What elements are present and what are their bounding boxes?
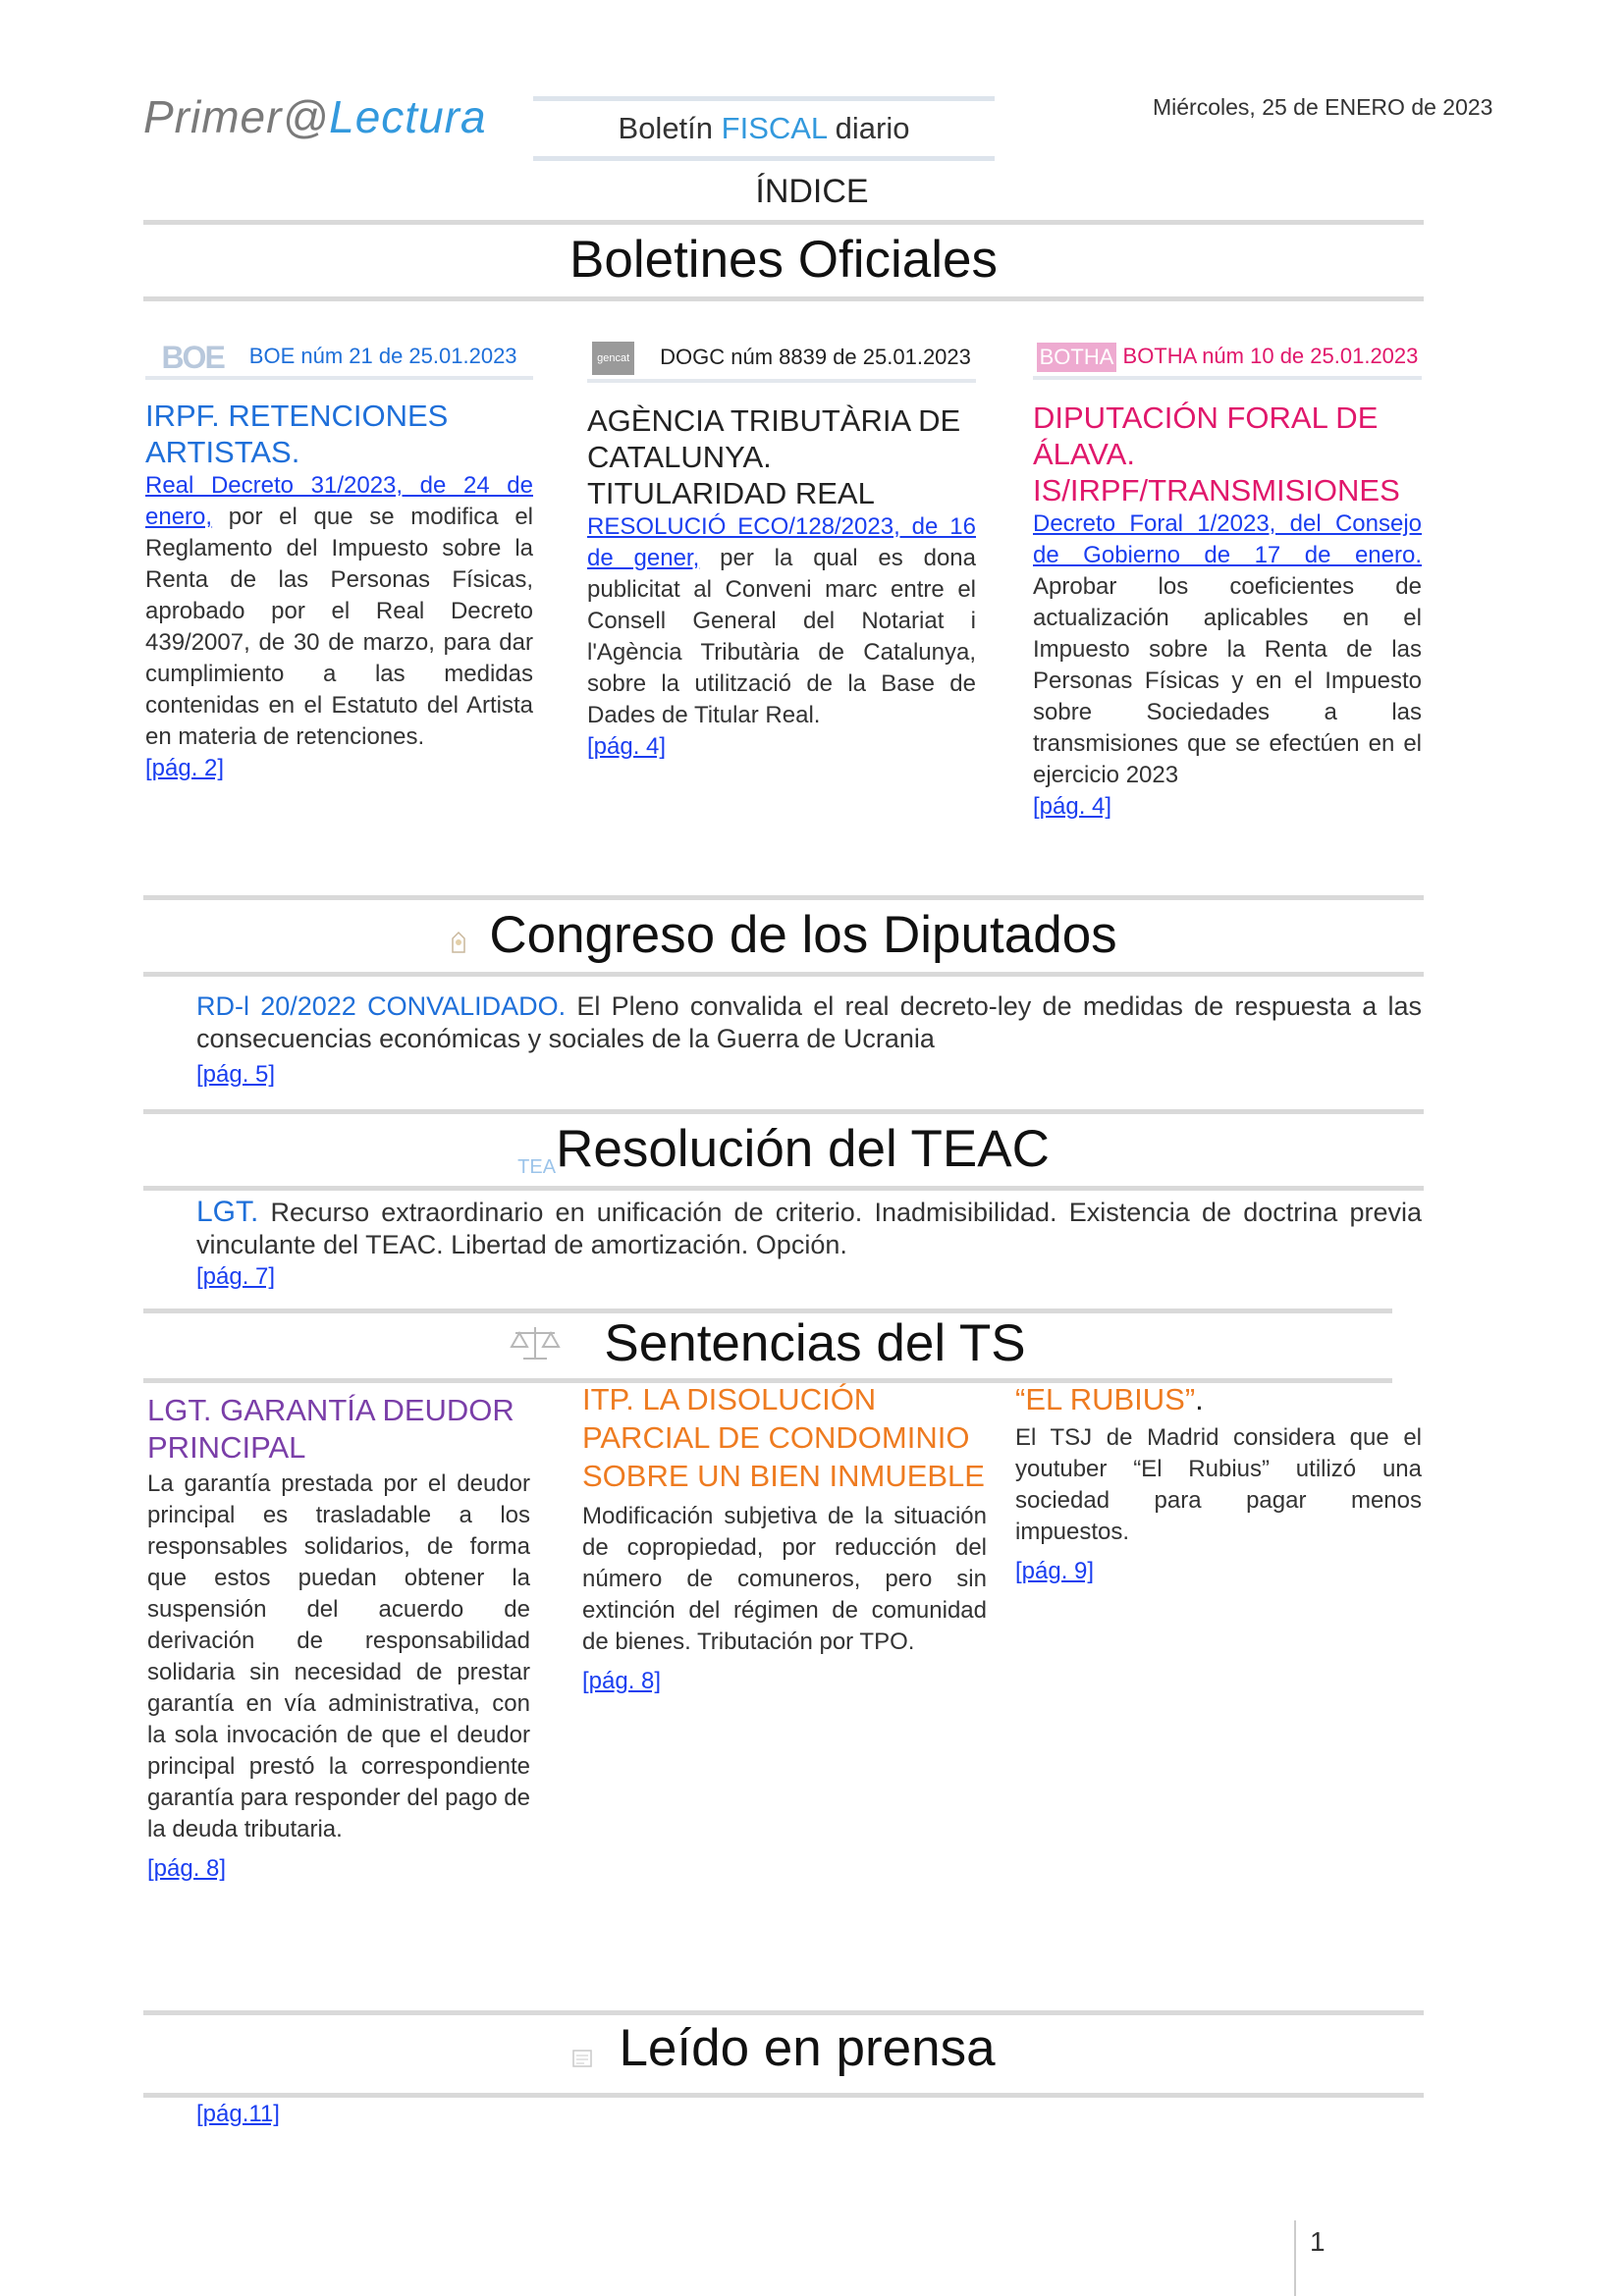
botha-header-label: BOTHA núm 10 de 25.01.2023 <box>1122 344 1419 368</box>
divider <box>143 1186 1424 1191</box>
bulletin-title <box>533 96 995 161</box>
boe-logo-icon: BOE <box>161 340 224 376</box>
ts-col3-title-dot: . <box>1195 1382 1204 1416</box>
ts-col2-text: Modificación subjetiva de la situación de copropiedad, por reducción del número de comuneros, pero sin extinción del régimen de comunidad de bienes. Tributación por TPO. <box>582 1503 987 1655</box>
boe-column <box>145 342 533 782</box>
divider <box>145 376 533 380</box>
section-title-boletines: Boletines Oficiales <box>569 231 998 289</box>
ts-column-3 <box>1015 1380 1422 1585</box>
prensa-title-text: Leído en prensa <box>619 2019 996 2077</box>
divider <box>143 895 1424 900</box>
ts-col1-page-link[interactable]: [pág. 8] <box>147 1855 227 1882</box>
page-number-divider <box>1294 2220 1296 2296</box>
divider <box>143 220 1424 225</box>
boe-page-link[interactable]: [pág. 2] <box>145 755 225 782</box>
logo-lectura: Lectura <box>329 91 487 142</box>
bulletin-post: diario <box>827 111 910 145</box>
botha-logo-icon: BOTHA <box>1037 343 1117 372</box>
congreso-page-link[interactable]: [pág. 5] <box>196 1061 276 1088</box>
issue-date: Miércoles, 25 de ENERO de 2023 <box>1153 94 1493 120</box>
boe-header <box>145 340 533 376</box>
ts-col2-page-link[interactable]: [pág. 8] <box>582 1668 662 1694</box>
page-number: 1 <box>1310 2226 1326 2257</box>
bulletin-pre: Boletín <box>618 111 722 145</box>
botha-page-link[interactable]: [pág. 4] <box>1033 793 1112 821</box>
boe-title: IRPF. RETENCIONES ARTISTAS. <box>145 399 449 470</box>
index-title: ÍNDICE <box>755 173 869 210</box>
teac-page-link[interactable]: [pág. 7] <box>196 1263 276 1290</box>
congreso-entry <box>196 990 1422 1055</box>
botha-title: DIPUTACIÓN FORAL DE ÁLAVA. IS/IRPF/TRANSMISIONES <box>1033 400 1400 508</box>
boe-text: por el que se modifica el Reglamento del Impuesto sobre la Renta de las Personas Físicas, aprobado por el Real Decreto 439/2007, de 30 de marzo, para dar cumplimiento a las medidas contenidas en el Estatuto del Artista en materia de retenciones. <box>145 504 533 751</box>
dogc-page-link[interactable]: [pág. 4] <box>587 733 667 760</box>
congreso-lead: RD-l 20/2022 CONVALIDADO. <box>196 991 567 1021</box>
divider <box>587 379 976 383</box>
ts-col3-title-text: “EL RUBIUS” <box>1015 1382 1196 1416</box>
newspaper-icon <box>571 2022 593 2082</box>
dogc-header <box>587 342 976 375</box>
divider <box>1033 376 1422 380</box>
section-title-congreso <box>143 905 1424 969</box>
divider <box>143 2010 1424 2015</box>
botha-body <box>1033 508 1422 791</box>
ts-col2-title: ITP. LA DISOLUCIÓN PARCIAL DE CONDOMINIO SOBRE UN BIEN INMUEBLE <box>582 1382 985 1493</box>
botha-column <box>1033 342 1422 821</box>
congress-emblem-icon <box>450 909 467 969</box>
divider <box>143 972 1424 977</box>
teac-title-text: Resolución del TEAC <box>556 1120 1050 1178</box>
ts-col3-page-link[interactable]: [pág. 9] <box>1015 1558 1095 1584</box>
teac-logo-icon: TEA <box>517 1156 557 1178</box>
botha-header <box>1033 342 1422 372</box>
ts-col1-text: La garantía prestada por el deudor principal es trasladable a los responsables solidarios, de forma que estos puedan obtener la suspensión del acuerdo de derivación de responsabilidad solidaria sin necesidad de prestar garantía en vía administrativa, con la sola invocación de que el deudor principal prestó la correspondiente garantía para responder del pago de la deuda tributaria. <box>147 1470 530 1842</box>
gencat-logo-icon: gencat <box>592 342 634 375</box>
boe-link[interactable]: Real Decreto 31/2023, de 24 de enero, <box>145 472 533 531</box>
section-title-ts <box>143 1313 1392 1377</box>
ts-col3-title <box>1015 1380 1422 1418</box>
botha-link[interactable]: Decreto Foral 1/2023, del Consejo de Gobierno de 17 de enero. <box>1033 510 1422 569</box>
ts-title-text: Sentencias del TS <box>604 1314 1026 1372</box>
congreso-title-text: Congreso de los Diputados <box>489 906 1117 964</box>
teac-entry <box>196 1196 1422 1261</box>
ts-col1-title: LGT. GARANTÍA DEUDOR PRINCIPAL <box>147 1393 514 1465</box>
teac-lead: LGT. <box>196 1196 259 1228</box>
teac-text: Recurso extraordinario en unificación de criterio. Inadmisibilidad. Existencia de doctrina previa vinculante del TEAC. Libertad de amortización. Opción. <box>196 1198 1422 1259</box>
dogc-link[interactable]: RESOLUCIÓ ECO/128/2023, de 16 de gener, <box>587 513 976 571</box>
ts-column-2 <box>582 1380 987 1695</box>
boe-header-label: BOE núm 21 de 25.01.2023 <box>248 344 517 368</box>
dogc-text: per la qual es dona publicitat al Conveni marc entre el Consell General del Notariat i l'Agència Tributària de Catalunya, sobre la utilització de la Base de Dades de Titular Real. <box>587 545 976 728</box>
boe-body <box>145 470 533 753</box>
botha-text: Aprobar los coeficientes de actualización aplicables en el Impuesto sobre la Renta de las Personas Físicas y en el Impuesto sobre Sociedades a las transmisiones que se efectúen en el ejercicio 2023 <box>1033 573 1422 789</box>
divider <box>143 1109 1424 1114</box>
section-title-teac <box>143 1119 1424 1179</box>
divider <box>143 296 1424 301</box>
section-title-prensa <box>143 2018 1424 2082</box>
scales-icon <box>510 1317 561 1377</box>
prensa-page-link[interactable]: [pág.11] <box>196 2101 280 2127</box>
divider <box>143 2093 1424 2098</box>
ts-column-1 <box>147 1392 530 1883</box>
dogc-column <box>587 342 976 761</box>
dogc-title: AGÈNCIA TRIBUTÀRIA DE CATALUNYA. TITULARIDAD REAL <box>587 403 961 510</box>
ts-col3-text: El TSJ de Madrid considera que el youtuber “El Rubius” utilizó una sociedad para pagar menos impuestos. <box>1015 1424 1422 1545</box>
logo-primer: Primer@ <box>143 91 330 142</box>
dogc-body <box>587 511 976 731</box>
congreso-text: El Pleno convalida el real decreto-ley de medidas de respuesta a las consecuencias económicas y sociales de la Guerra de Ucrania <box>196 991 1422 1053</box>
bulletin-fiscal: FISCAL <box>721 111 828 145</box>
dogc-header-label: DOGC núm 8839 de 25.01.2023 <box>660 344 971 369</box>
logo <box>143 90 487 143</box>
